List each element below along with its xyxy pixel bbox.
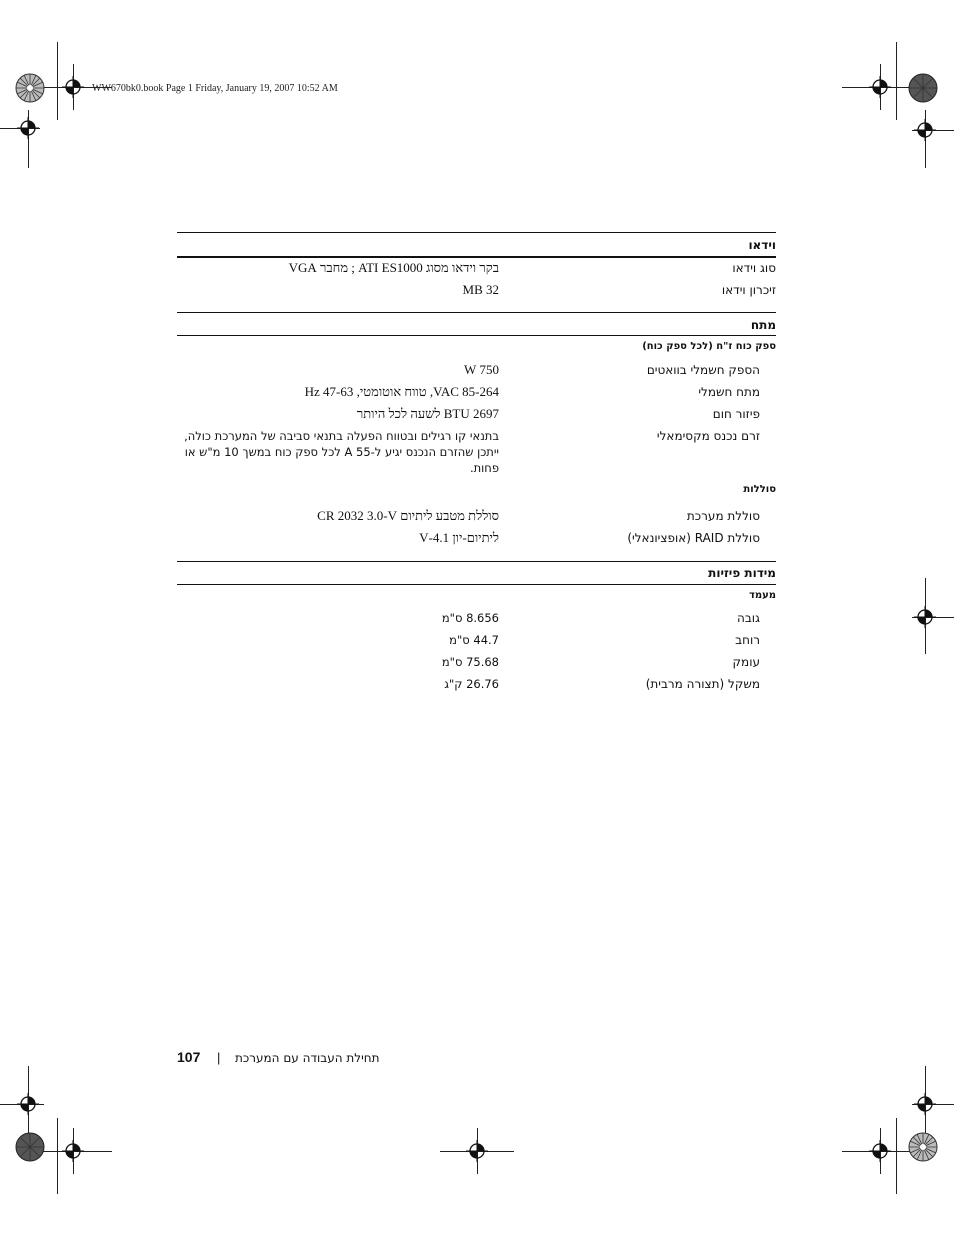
spec-value: 75.68 ס"מ xyxy=(441,655,499,669)
spec-value: 2697 BTU לשעה לכל היותר xyxy=(356,406,499,421)
spec-value: בתנאי קו רגילים ובטווח הפעלה בתנאי סביבה של המערכת כולה, ייתכן שהזרם הנכנס יגיע ל-55 A לכל ספק כוח במשך 10 מ"ש או פחות. xyxy=(184,429,499,475)
spec-value: 85-264 VAC, טווח אוטומטי, 47-63 Hz xyxy=(304,384,499,399)
spec-value: 32 MB xyxy=(462,282,499,297)
registration-target-icon xyxy=(17,117,39,139)
spec-value: 26.76 ק"ג xyxy=(444,677,499,691)
table-rule xyxy=(177,335,776,336)
subsection-title-batteries: סוללות xyxy=(743,484,776,495)
spec-label: סוללת מערכת xyxy=(686,509,760,523)
spec-value: 44.7 ס"מ xyxy=(449,633,499,647)
spec-label: זרם נכנס מקסימאלי xyxy=(656,429,760,443)
registration-target-icon xyxy=(466,1140,488,1162)
section-title-physical: מידות פיזיות xyxy=(708,566,776,580)
spec-value: 750 W xyxy=(463,362,499,377)
table-rule xyxy=(177,561,776,562)
print-job-header: WW670bk0.book Page 1 Friday, January 19, 2007 10:52 AM xyxy=(92,83,338,94)
spec-value: בקר וידאו מסוג ATI ES1000 ; מחבר VGA xyxy=(288,260,499,275)
registration-target-icon xyxy=(17,1093,39,1115)
table-rule xyxy=(177,584,776,585)
spec-label: רוחב xyxy=(735,633,760,647)
registration-target-icon xyxy=(62,1140,84,1162)
spec-value: 8.656 ס"מ xyxy=(441,611,499,625)
section-title-power: מתח xyxy=(750,318,776,332)
color-calibration-dial-icon xyxy=(15,73,45,103)
color-calibration-dial-icon xyxy=(908,1132,938,1162)
footer-separator: | xyxy=(217,1050,221,1065)
spec-label: סוג וידאו xyxy=(732,261,776,275)
table-rule xyxy=(177,232,776,233)
subsection-title-power-supply: ספק כוח ז"ח (לכל ספק כוח) xyxy=(642,341,776,352)
spec-label: עומק xyxy=(732,655,760,669)
table-rule xyxy=(177,256,776,258)
spec-label: גובה xyxy=(737,611,760,625)
registration-target-icon xyxy=(869,1140,891,1162)
spec-value: סוללת מטבע ליתיום CR 2032 3.0-V xyxy=(317,508,499,523)
subsection-title-chassis: מעמד xyxy=(748,590,776,601)
spec-value: ליתיום-יון 4.1-V xyxy=(419,530,499,545)
registration-target-icon xyxy=(62,76,84,98)
spec-label: סוללת RAID (אופציונאלי) xyxy=(627,531,760,545)
color-calibration-dial-icon xyxy=(908,73,938,103)
spec-label: מתח חשמלי xyxy=(698,385,760,399)
registration-target-icon xyxy=(914,119,936,141)
spec-label: זיכרון וידאו xyxy=(721,283,776,297)
spec-label: משקל (תצורה מרבית) xyxy=(645,677,760,691)
chapter-title: תחילת העבודה עם המערכת xyxy=(235,1051,380,1065)
registration-target-icon xyxy=(914,1093,936,1115)
table-rule xyxy=(177,312,776,313)
color-calibration-dial-icon xyxy=(15,1132,45,1162)
spec-label: פיזור חום xyxy=(712,407,760,421)
registration-target-icon xyxy=(914,606,936,628)
page-number: 107 xyxy=(177,1049,201,1065)
section-title-video: וידאו xyxy=(748,238,776,252)
registration-target-icon xyxy=(869,76,891,98)
spec-label: הספק חשמלי בוואטים xyxy=(646,363,760,377)
